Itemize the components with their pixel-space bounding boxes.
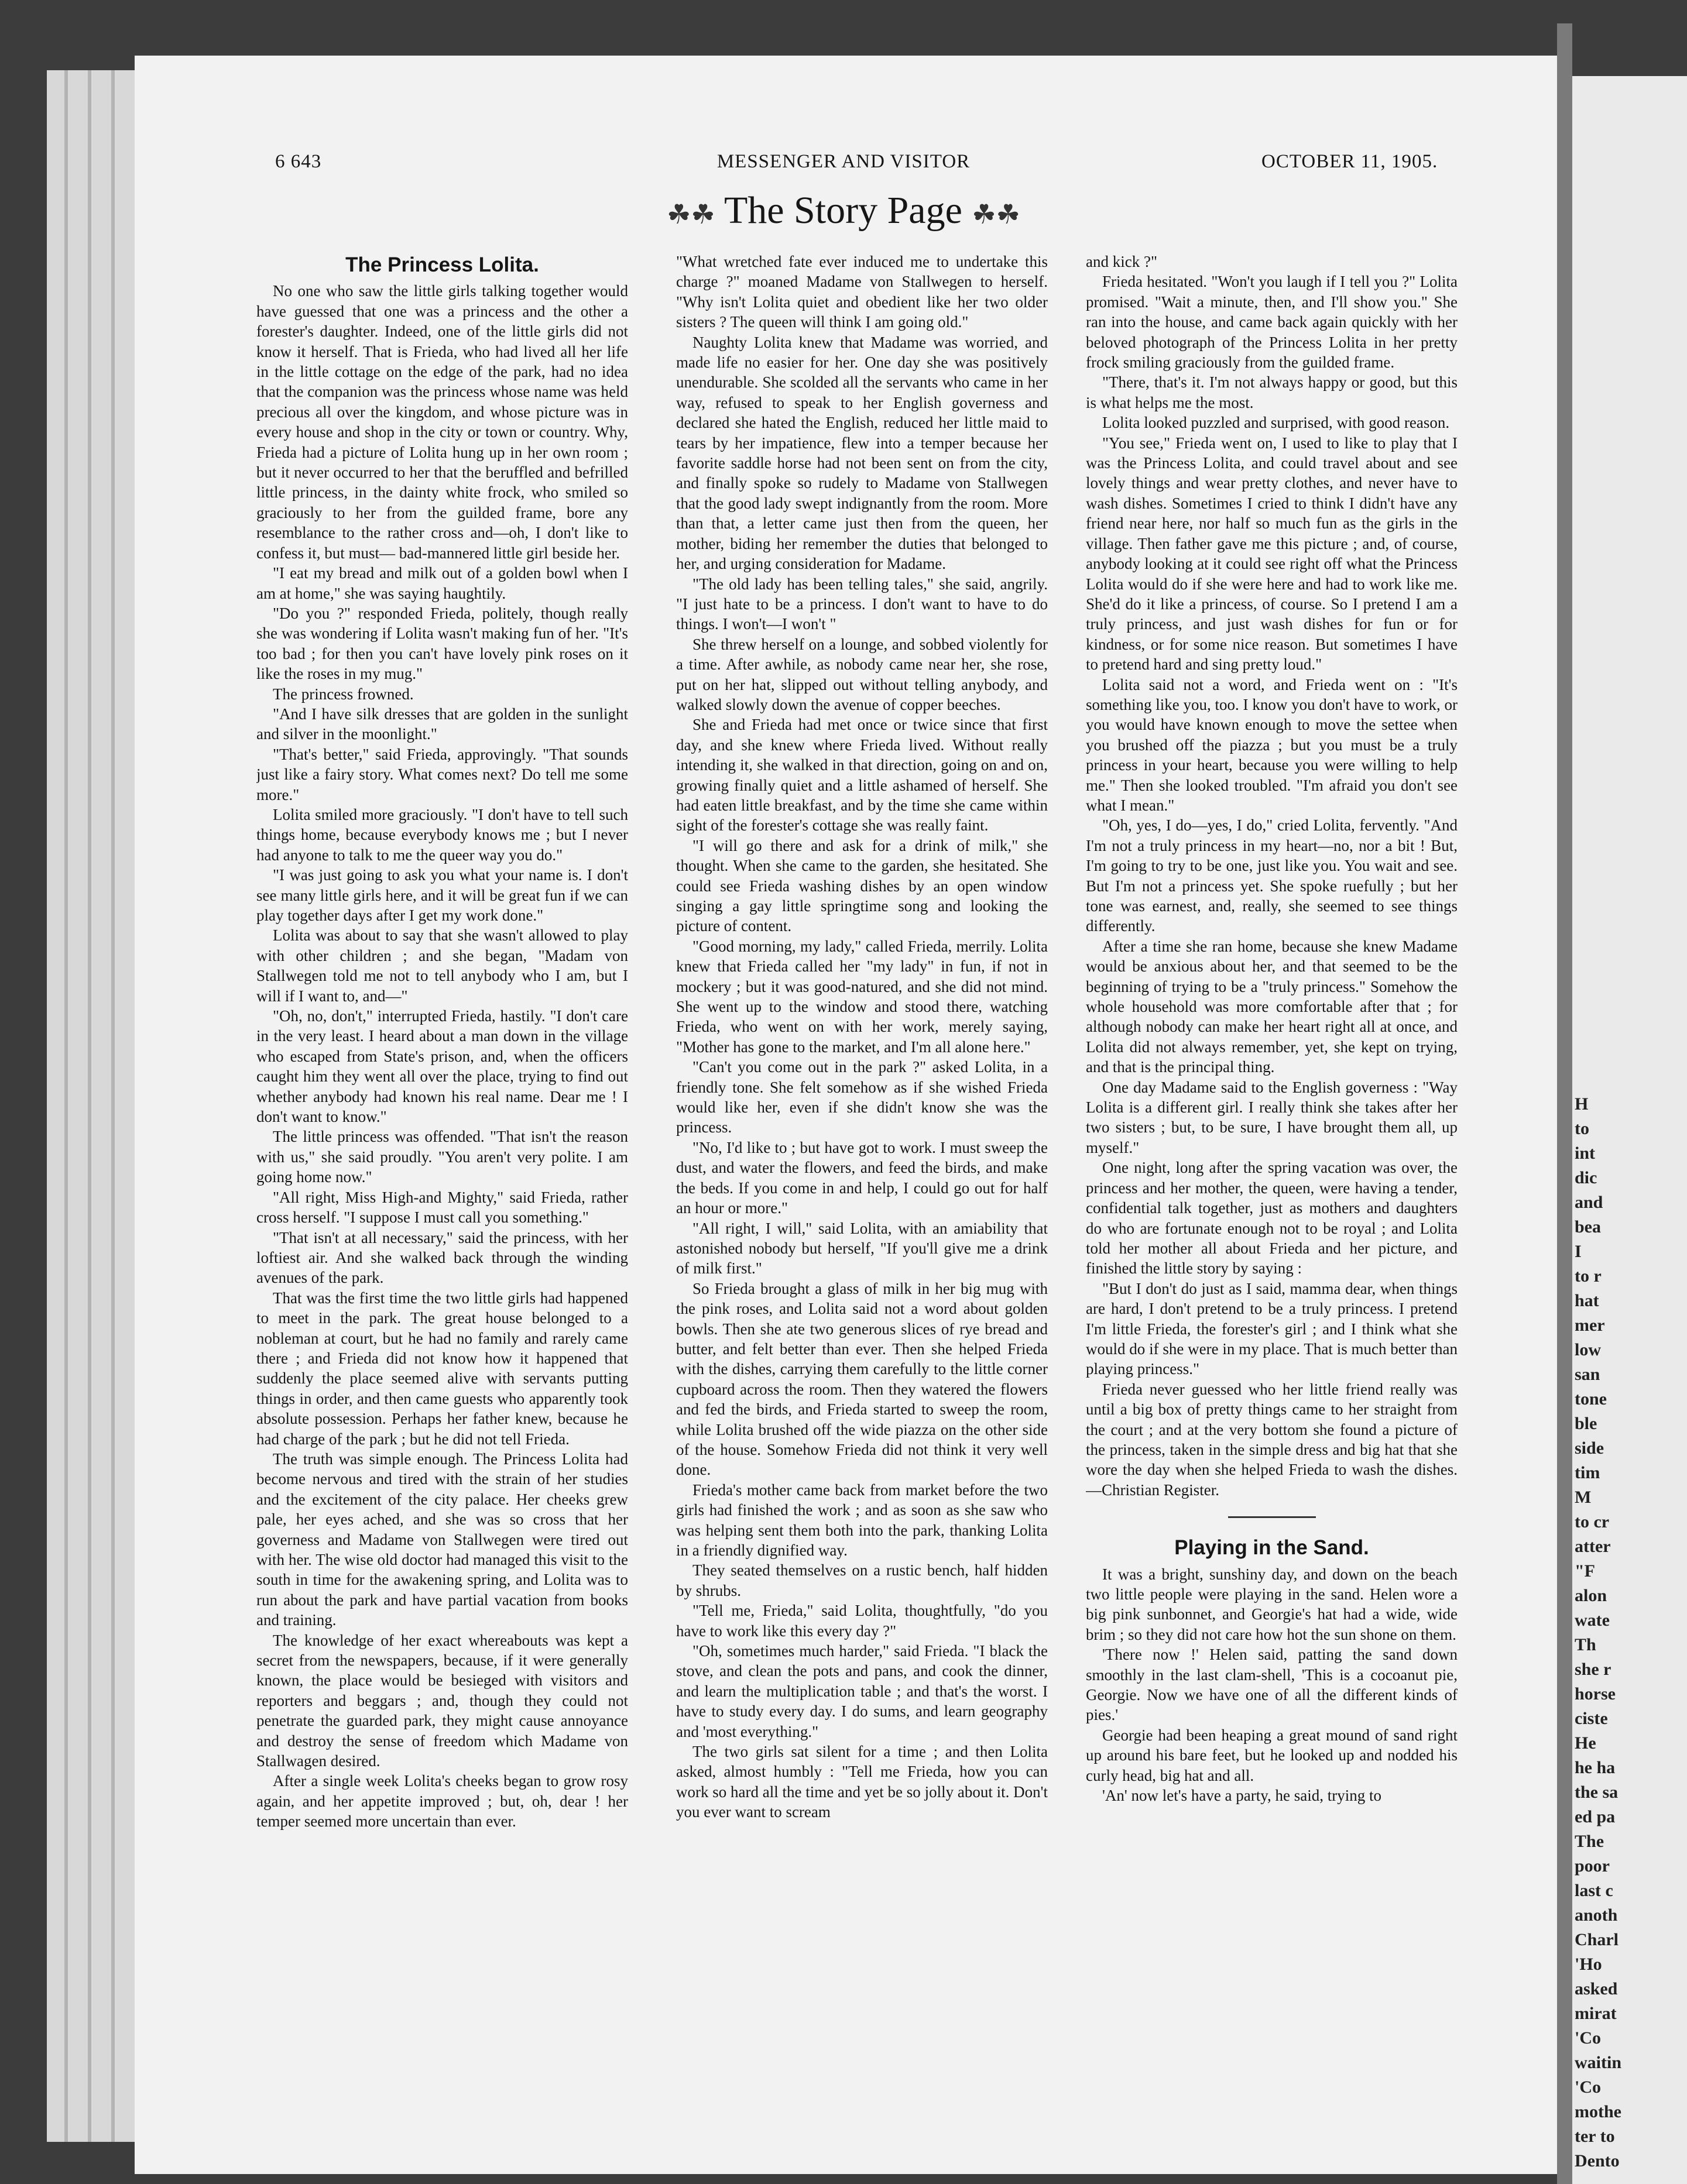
story-paragraph: "I will go there and ask for a drink of milk," she thought. When she came to the garden, she hesitated. She could see Frieda washing dishes by an open window singing a gay little springtime song and looking the picture of content. bbox=[676, 836, 1048, 935]
story-paragraph: The little princess was offended. "That isn't the reason with us," she said proudly. "You aren't very polite. I am going home now." bbox=[256, 1128, 628, 1186]
story-paragraph: "Can't you come out in the park ?" asked Lolita, in a friendly tone. She felt somehow as if she wished Frieda would like her, even if she didn't know she was the princess. bbox=[676, 1058, 1048, 1136]
story-paragraph: She threw herself on a lounge, and sobbed violently for a time. After awhile, as nobody came near her, she rose, put on her hat, slipped out without telling anybody, and walked slowly down the avenue of copper beeches. bbox=[676, 635, 1048, 713]
next-page-text-fragment: I bbox=[1575, 1242, 1582, 1261]
next-page-text-fragment: ter to bbox=[1575, 2127, 1615, 2146]
shamrock-ornament-icon: ☘☘ bbox=[972, 199, 1020, 229]
next-page-text-fragment: Charl bbox=[1575, 1930, 1619, 1949]
story-paragraph: "Oh, yes, I do—yes, I do," cried Lolita, fervently. "And I'm not a truly princess in my heart—no, nor a bit ! But, I'm going to try to be one, just like you. You wait and see. But I'm not a princess yet. She spoke ruefully ; but her tone was earnest, and, really, she seemed to see things differently. bbox=[1086, 816, 1458, 935]
next-page-text-fragment: dic bbox=[1575, 1168, 1597, 1187]
story-paragraph: Frieda's mother came back from market before the two girls had finished the work ; and as soon as she saw who was helping sent them both into the park, thanking Lolita in a friendly dignified way. bbox=[676, 1481, 1048, 1559]
next-page-text-fragment: atter bbox=[1575, 1537, 1611, 1556]
story-paragraph: "Oh, no, don't," interrupted Frieda, hastily. "I don't care in the very least. I heard about a man down in the village who escaped from State's prison, and, when the officers caught him they went all over the place, trying to find out whether anybody had known his real name. Dear me ! I don't want to know." bbox=[256, 1007, 628, 1126]
story-paragraph: They seated themselves on a rustic bench, half hidden by shrubs. bbox=[676, 1561, 1048, 1599]
next-page-text-fragment: the sa bbox=[1575, 1783, 1619, 1802]
story-paragraph: Georgie had been heaping a great mound of sand right up around his bare feet, but he looked up and nodded his curly head, big hat and all. bbox=[1086, 1726, 1458, 1784]
column-2 bbox=[676, 252, 1048, 2077]
story-paragraph: "That isn't at all necessary," said the princess, with her loftiest air. And she walked back through the winding avenues of the park. bbox=[256, 1228, 628, 1287]
story-title: Playing in the Sand. bbox=[1174, 1536, 1369, 1560]
story-paragraph: "There, that's it. I'm not always happy or good, but this is what helps me the most. bbox=[1086, 373, 1458, 411]
column-1 bbox=[256, 252, 628, 2077]
story-paragraph: She and Frieda had met once or twice since that first day, and she knew where Frieda lived. Without really intending it, she walked in that direction, going on and on, growing finally quiet and a little ashamed of herself. She had eaten little breakfast, and by the time she came within sight of the forester's cottage she was really faint. bbox=[676, 716, 1048, 835]
next-page-text-fragment: Dento bbox=[1575, 2151, 1620, 2171]
next-page-text-fragment: and bbox=[1575, 1193, 1603, 1212]
next-page-text-fragment: ciste bbox=[1575, 1709, 1608, 1728]
next-page-text-fragment: mirat bbox=[1575, 2004, 1617, 2023]
story-paragraph: 'There now !' Helen said, patting the sand down smoothly in the last clam-shell, 'This is a cocoanut pie, Georgie. Now we have one of all the different kinds of pies.' bbox=[1086, 1646, 1458, 1724]
next-page-text-fragment: M bbox=[1575, 1488, 1592, 1507]
story-paragraph: Lolita said not a word, and Frieda went on : "It's something like you, too. I know you don't have to work, or you would have known enough to move the settee when you brushed off the piazza ; but you must be a truly princess in your heart, because you were willing to help me." Then she looked troubled. "I'm afraid you don't see what I mean." bbox=[1086, 675, 1458, 814]
story-paragraph: The two girls sat silent for a time ; and then Lolita asked, almost humbly : "Tell me Frieda, how you can work so hard all the time and yet be so jolly about it. Don't you ever want to scream bbox=[676, 1743, 1048, 1821]
next-page-text-fragment: she r bbox=[1575, 1660, 1611, 1679]
story-paragraph: "But I don't do just as I said, mamma dear, when things are hard, I don't pretend to be a truly princess. I pretend I'm little Frieda, the forester's girl ; and I think what she would do if she were in my place. That is much better than playing princess." bbox=[1086, 1279, 1458, 1378]
page-edge bbox=[88, 70, 91, 2142]
story-paragraph: After a time she ran home, because she knew Madame would be anxious about her, and that seemed to be the beginning of trying to be a "truly princess." Somehow the whole household was more comfortable after that ; for although nobody can make her heart right all at once, and Lolita did not always remember, yet, she kept on trying, and that is the principal thing. bbox=[1086, 937, 1458, 1076]
story-paragraph: "Tell me, Frieda," said Lolita, thoughtfully, "do you have to work like this every day ?" bbox=[676, 1602, 1048, 1640]
story-paragraph: Lolita was about to say that she wasn't allowed to play with other children ; and she began, "Madam von Stallwegen told me not to tell anybody who I am, but I will if I want to, and—" bbox=[256, 926, 628, 1005]
publication-title: MESSENGER AND VISITOR bbox=[716, 151, 971, 172]
next-page-text-fragment: anoth bbox=[1575, 1905, 1618, 1925]
story-paragraph: One night, long after the spring vacation was over, the princess and her mother, the queen, were having a tender, confidential talk together, just as mothers and daughters do who are fortunate enough not to be royal ; and Lolita told her mother all about Frieda and her picture, and finished the little story by saying : bbox=[1086, 1159, 1458, 1278]
next-page-text-fragment: alon bbox=[1575, 1586, 1607, 1605]
page-number: 6 643 bbox=[275, 151, 322, 172]
story-paragraph: "And I have silk dresses that are golden in the sunlight and silver in the moonlight." bbox=[256, 705, 628, 743]
story-paragraph: The truth was simple enough. The Princess Lolita had become nervous and tired with the strain of her studies and the excitement of the city palace. Her cheeks grew pale, her eyes ached, and she was so cross that her governess and Madame von Stallwegen were tired out with her. The wise old doctor had managed this visit to the south in time for the awakening spring, and Lolita was to run about the park and have partial vacation from books and training. bbox=[256, 1450, 628, 1629]
story-paragraph: Frieda never guessed who her little friend really was until a big box of pretty things came to her straight from the court ; and at the very bottom she found a picture of the princess, taken in the simple dress and big hat that she wore the day when she helped Frieda to wash the dishes.—Christian Register. bbox=[1086, 1380, 1458, 1499]
story-paragraph: 'An' now let's have a party, he said, trying to bbox=[1102, 1787, 1381, 1805]
story-paragraph: "No, I'd like to ; but have got to work. I must sweep the dust, and water the flowers, and feed the birds, and make the beds. If you come in and help, I could go out for half an hour or more." bbox=[676, 1138, 1048, 1217]
issue-date: OCTOBER 11, 1905. bbox=[1261, 151, 1438, 172]
next-page-text-fragment: He bbox=[1575, 1733, 1596, 1753]
story-paragraph: "You see," Frieda went on, I used to like to play that I was the Princess Lolita, and could travel about and see lovely things and wear pretty clothes, and never have to wash dishes. Sometimes I cried to think I didn't have any friend near here, nor half so much fun as the girls in the village. Then father gave me this picture ; and, of course, anybody looking at it could see right off what the Princess Lolita would do if she were here and had to work like me. She'd do it like a princess, of course. So I pretend I am a truly princess, and just wash dishes for fun or for kindness, or for some nice reason. But sometimes I have to pretend hard and sing pretty loud." bbox=[1086, 434, 1458, 674]
story-paragraph: Naughty Lolita knew that Madame was worried, and made life no easier for her. One day she was positively unendurable. She scolded all the servants who came in her way, refused to speak to her English governess and declared she hated the English, reduced her little maid to tears by her impatience, flew into a temper because her favorite saddle horse had not been sent on from the city, and finally spoke so rudely to Madame von Stallwegen that the good lady swept indignantly from the room. More than that, a letter came just then from the queen, her mother, biding her remember the duties that belonged to her, and urging consideration for Madame. bbox=[676, 333, 1048, 573]
story-paragraph: Lolita looked puzzled and surprised, with good reason. bbox=[1102, 414, 1450, 432]
story-paragraph: "All right, I will," said Lolita, with an amiability that astonished nobody but herself, "If you'll give me a drink of milk first." bbox=[676, 1219, 1048, 1278]
story-paragraph: "I was just going to ask you what your name is. I don't see many little girls here, and it will be great fun if we can play together days after I get my work done." bbox=[256, 866, 628, 924]
next-page-text-fragment: H bbox=[1575, 1094, 1589, 1114]
story-paragraph: "I eat my bread and milk out of a golden bowl when I am at home," she was saying haughtily. bbox=[256, 564, 628, 602]
story-paragraph: "All right, Miss High-and Mighty," said Frieda, rather cross herself. "I suppose I must call you something." bbox=[256, 1188, 628, 1227]
story-paragraph: No one who saw the little girls talking together would have guessed that one was a princess and the other a forester's daughter. Indeed, one of the little girls did not know it herself. That is Frieda, who had lived all her life in the little cottage on the edge of the park, had no idea that the companion was the princess whose name was held precious all over the kingdom, and whose picture was in every house and shop in the city or town or country. Why, Frieda had a picture of Lolita hung up in her own room ; but it never occurred to her that the beruffled and befrilled little princess, in the dainty white frock, who smiled so graciously to her from the guilded frame, bore any resemblance to the rather cross and—oh, I don't like to confess it, but must— bad-mannered little girl beside her. bbox=[256, 282, 628, 562]
next-page-text-fragment: int bbox=[1575, 1143, 1596, 1163]
next-page-text-fragment: "F bbox=[1575, 1561, 1595, 1581]
next-page-text-fragment: ed pa bbox=[1575, 1807, 1616, 1826]
next-page-text-fragment: low bbox=[1575, 1340, 1601, 1359]
story-paragraph: Frieda hesitated. "Won't you laugh if I tell you ?" Lolita promised. "Wait a minute, then, and I'll show you." She ran into the house, and came back again quickly with her beloved photograph of the Princess Lolita in her pretty frock smiling graciously from the guilded frame. bbox=[1086, 273, 1458, 372]
next-page-text-fragment: poor bbox=[1575, 1856, 1610, 1876]
next-page-text-fragment: horse bbox=[1575, 1684, 1616, 1704]
story-paragraph: That was the first time the two little girls had happened to meet in the park. The great house belonged to a nobleman at court, but he had no family and rarely came there ; and Frieda did not know how it happened that suddenly the place seemed alive with servants putting things in order, and then came guests who apparently took absolute possession. Perhaps her father knew, because he had charge of the park ; but he did not tell Frieda. bbox=[256, 1289, 628, 1448]
next-page-text-fragment: to bbox=[1575, 1119, 1589, 1138]
next-page-text-fragment: The bbox=[1575, 1832, 1604, 1851]
next-page-text-fragment: bea bbox=[1575, 1217, 1601, 1237]
page-edge bbox=[64, 70, 68, 2142]
next-page-text-fragment: he ha bbox=[1575, 1758, 1616, 1777]
next-page-text-fragment: ble bbox=[1575, 1414, 1597, 1433]
page-edge bbox=[111, 70, 115, 2142]
next-page-text-fragment: mer bbox=[1575, 1316, 1605, 1335]
story-divider bbox=[1228, 1516, 1316, 1518]
story-paragraph: and kick ?" bbox=[1086, 253, 1157, 270]
next-page-text-fragment: tim bbox=[1575, 1463, 1600, 1482]
next-page-text-fragment: asked bbox=[1575, 1979, 1618, 1998]
story-paragraph: "Oh, sometimes much harder," said Frieda. "I black the stove, and clean the pots and pans, and cook the dinner, and learn the multiplication table ; and that's the worst. I have to study every day. I do sums, and learn geography and 'most everything." bbox=[676, 1642, 1048, 1740]
next-page-text-fragment: last c bbox=[1575, 1881, 1613, 1900]
column-3 bbox=[1086, 252, 1458, 2077]
next-page-text-fragment: side bbox=[1575, 1438, 1604, 1458]
story-paragraph: It was a bright, sunshiny day, and down on the beach two little people were playing in the sand. Helen wore a big pink sunbonnet, and Georgie's hat had a wide, wide brim ; so they did not care how hot the sun shone on them. bbox=[1086, 1565, 1458, 1643]
next-page-text-fragment: mothe bbox=[1575, 2102, 1621, 2121]
next-page-text-fragment: san bbox=[1575, 1365, 1600, 1384]
story-paragraph: So Frieda brought a glass of milk in her big mug with the pink roses, and Lolita said not a word about golden bowls. Then she ate two generous slices of rye bread and butter, and felt better than ever. Then she helped Frieda with the dishes, carrying them carefully to the little corner cupboard across the room. Then they watered the flowers and fed the birds, and Frieda started to sweep the room, while Lolita brushed off the wide piazza on the other side of the house. Somehow Frieda did not think it very well done. bbox=[676, 1279, 1048, 1479]
binding-gutter bbox=[1557, 23, 1572, 2184]
adjacent-page-fragment bbox=[1572, 76, 1687, 2184]
story-paragraph: "That's better," said Frieda, approvingly. "That sounds just like a fairy story. What comes next? Do tell me some more." bbox=[256, 745, 628, 803]
story-paragraph: "What wretched fate ever induced me to undertake this charge ?" moaned Madame von Stallwegen to herself. "Why isn't Lolita quiet and obedient like her two older sisters ? The queen will think I am going old." bbox=[676, 253, 1048, 331]
story-paragraph: "Do you ?" responded Frieda, politely, though really she was wondering if Lolita wasn't making fun of her. "It's too bad ; for then you can't have lovely pink roses on it like the roses in my mug." bbox=[256, 604, 628, 683]
story-paragraph: The knowledge of her exact whereabouts was kept a secret from the newspapers, because, if it were generally known, the place would be besieged with visitors and reporters and beggars ; and, though they could not penetrate the guarded park, they might cause annoyance and destroy the sense of freedom which Madame von Stallwagen desired. bbox=[256, 1631, 628, 1770]
next-page-text-fragment: waitin bbox=[1575, 2053, 1622, 2072]
story-paragraph: "The old lady has been telling tales," she said, angrily. "I just hate to be a princess. I don't want to have to do things. I won't—I won't " bbox=[676, 575, 1048, 633]
next-page-text-fragment: 'Co bbox=[1575, 2028, 1601, 2048]
next-page-text-fragment: to r bbox=[1575, 1266, 1602, 1286]
story-paragraph: "Good morning, my lady," called Frieda, merrily. Lolita knew that Frieda called her "my lady" in fun, if not in mockery ; but it was good-natured, and she did not mind. She went up to the window and stood there, watching Frieda, who went on with her work, merely saying, "Mother has gone to the market, and I'm all alone here." bbox=[676, 937, 1048, 1056]
next-page-text-fragment: Th bbox=[1575, 1635, 1596, 1654]
next-page-text-fragment: wate bbox=[1575, 1610, 1610, 1630]
section-title: The Story Page bbox=[724, 189, 962, 232]
next-page-text-fragment: tone bbox=[1575, 1389, 1607, 1409]
story-paragraph: One day Madame said to the English governess : "Way Lolita is a different girl. I really think she takes after her two sisters ; but, to be sure, I have brought them all, up myself." bbox=[1086, 1078, 1458, 1156]
story-title: The Princess Lolita. bbox=[345, 253, 539, 276]
next-page-text-fragment: hat bbox=[1575, 1291, 1599, 1310]
story-paragraph: Lolita smiled more graciously. "I don't have to tell such things home, because everybody knows me ; but I never had anyone to talk to me the queer way you do." bbox=[256, 805, 628, 864]
next-page-text-fragment: to cr bbox=[1575, 1512, 1610, 1531]
story-paragraph: After a single week Lolita's cheeks began to grow rosy again, and her appetite improved ; but, oh, dear ! her temper seemed more uncertain than ever. bbox=[256, 1772, 628, 1831]
story-paragraph: The princess frowned. bbox=[273, 685, 414, 703]
section-heading bbox=[0, 188, 1687, 233]
next-page-text-fragment: 'Ho bbox=[1575, 1955, 1602, 1974]
shamrock-ornament-icon: ☘☘ bbox=[667, 199, 715, 229]
next-page-text-fragment: 'Co bbox=[1575, 2077, 1601, 2097]
